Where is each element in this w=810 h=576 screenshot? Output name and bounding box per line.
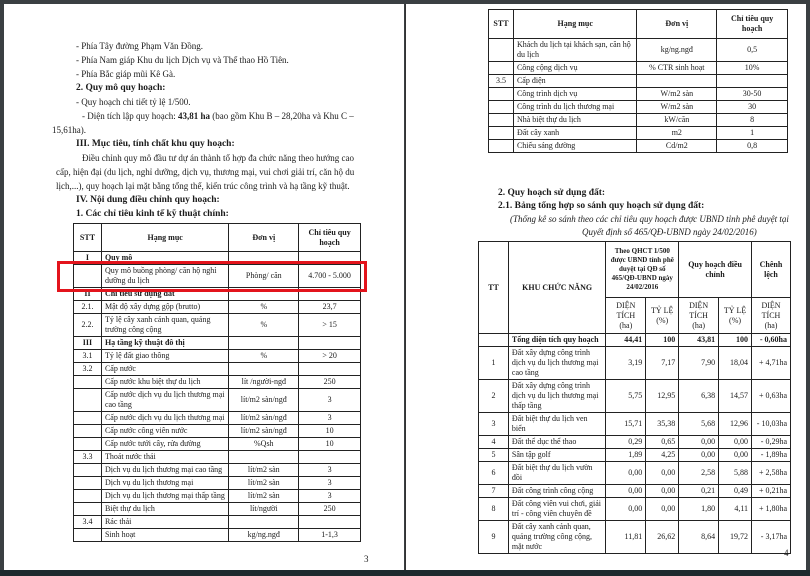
page-number: 4	[784, 548, 789, 558]
paragraph-line: - Quy hoạch chi tiết tỷ lệ 1/500.	[76, 97, 191, 107]
cell-item: Cấp nước tưới cây, rửa đường	[101, 438, 228, 451]
cell-stt: 2.1.	[74, 301, 102, 314]
cell-stt: I	[74, 252, 102, 265]
cell-stt: 3.4	[74, 516, 102, 529]
subheader-area: DIỆN TÍCH (ha)	[752, 298, 791, 334]
cell-item: Hạ tầng kỹ thuật đô thị	[101, 337, 228, 350]
header-unit: Đơn vị	[637, 10, 717, 39]
cell-old-ratio: 0,00	[646, 498, 679, 521]
table-row	[74, 314, 361, 337]
cell-value: 8	[717, 114, 788, 127]
cell-zone: Sân tập golf	[508, 449, 605, 462]
cell-zone: Đất công viên vui chơi, giải trí - công viên chuyên đề	[508, 498, 605, 521]
cell-item: Công cộng dịch vụ	[513, 62, 636, 75]
header-zone: KHU CHỨC NĂNG	[508, 242, 605, 334]
cell-diff: - 3,17ha	[752, 521, 791, 554]
cell-zone: Đất biệt thự du lịch vườn đồi	[508, 462, 605, 485]
cell-item: Cấp nước	[101, 363, 228, 376]
cell-new-ratio: 0,00	[719, 436, 752, 449]
cell-diff: - 0,29ha	[752, 436, 791, 449]
cell-old-ratio: 0,00	[646, 462, 679, 485]
table-row	[479, 521, 791, 554]
cell-unit: %	[229, 301, 299, 314]
cell-diff: + 2,58ha	[752, 462, 791, 485]
cell-item: Khách du lịch tại khách sạn, căn hộ du lịch	[513, 39, 636, 62]
total-diff: - 0,60ha	[752, 334, 791, 347]
section-heading: IV. Nội dung điều chỉnh quy hoạch:	[76, 195, 220, 205]
cell-stt: III	[74, 337, 102, 350]
cell-zone: Đất thể dục thể thao	[508, 436, 605, 449]
cell-stt	[489, 39, 514, 62]
table-row	[74, 516, 361, 529]
table-row	[74, 464, 361, 477]
cell-item: Quy mô buồng phòng/ căn hộ nghỉ dưỡng du lịch	[101, 265, 228, 288]
total-label: Tổng diện tích quy hoạch	[508, 334, 605, 347]
total-row	[479, 334, 791, 347]
table-row	[74, 412, 361, 425]
cell-value: 10%	[717, 62, 788, 75]
cell-old-area: 5,75	[606, 380, 646, 413]
land-use-comparison-table	[478, 241, 791, 554]
cell-old-ratio: 12,95	[646, 380, 679, 413]
cell-zone: Đất công trình công cộng	[508, 485, 605, 498]
cell-unit: %	[229, 314, 299, 337]
cell-value: 0,5	[717, 39, 788, 62]
cell-stt	[489, 62, 514, 75]
cell-unit: m2	[637, 127, 717, 140]
table-row	[479, 413, 791, 436]
cell-value: 3	[299, 490, 361, 503]
cell-new-ratio: 0,00	[719, 449, 752, 462]
cell-old-ratio: 4,25	[646, 449, 679, 462]
cell-value: 30-50	[717, 88, 788, 101]
cell-new-area: 6,38	[679, 380, 719, 413]
cell-old-area: 11,81	[606, 521, 646, 554]
cell-stt	[74, 412, 102, 425]
paragraph-line: Điều chỉnh quy mô đầu tư dự án thành tổ hợp đa chức năng theo hướng cao	[82, 153, 354, 163]
cell-item: Tỷ lệ đất giao thông	[101, 350, 228, 363]
paragraph-line	[82, 110, 354, 123]
cell-item: Cấp nước công viên nước	[101, 425, 228, 438]
cell-old-area: 15,71	[606, 413, 646, 436]
cell-new-area: 2,58	[679, 462, 719, 485]
cell-old-area: 1,89	[606, 449, 646, 462]
paragraph-line: 15,61ha).	[52, 125, 86, 135]
cell-zone: Đất xây dựng công trình dịch vụ du lịch thương mại cao tầng	[508, 347, 605, 380]
cell-unit: kg/ng.ngđ	[637, 39, 717, 62]
paragraph-line: cấp, hiện đại (du lịch, nghỉ dưỡng, dịch vụ, thương mại, vui chơi giải trí, căn hộ du	[56, 167, 355, 177]
cell-item: Dịch vụ du lịch thương mại thấp tầng	[101, 490, 228, 503]
cell-diff: + 1,80ha	[752, 498, 791, 521]
cell-value: 3	[299, 464, 361, 477]
viewer-bottom-bar	[0, 570, 810, 576]
cell-item: Đất cây xanh	[513, 127, 636, 140]
cell-stt	[74, 464, 102, 477]
cell-item: Dịch vụ du lịch thương mại	[101, 477, 228, 490]
cell-value: 23,7	[299, 301, 361, 314]
cell-zone: Đất xây dựng công trình dịch vụ du lịch thương mại thấp tầng	[508, 380, 605, 413]
cell-tt: 8	[479, 498, 509, 521]
cell-unit: Phòng/ căn	[229, 265, 299, 288]
table-row	[479, 436, 791, 449]
cell-tt: 9	[479, 521, 509, 554]
cell-new-area: 8,64	[679, 521, 719, 554]
cell-stt: 2.2.	[74, 314, 102, 337]
cell-new-ratio: 18,04	[719, 347, 752, 380]
cell-zone: Đất biệt thự du lịch ven biển	[508, 413, 605, 436]
cell-unit: kg/ng.ngđ	[229, 529, 299, 542]
subheader-area: DIỆN TÍCH (ha)	[679, 298, 719, 334]
cell-unit: Cd/m2	[637, 140, 717, 153]
cell-old-area: 0,29	[606, 436, 646, 449]
table-row	[489, 39, 788, 62]
cell-stt	[74, 529, 102, 542]
cell-value: 1-1,3	[299, 529, 361, 542]
cell-tt: 4	[479, 436, 509, 449]
cell-item: Sinh hoạt	[101, 529, 228, 542]
cell-new-area: 5,68	[679, 413, 719, 436]
table-row	[489, 88, 788, 101]
cell-old-ratio: 7,17	[646, 347, 679, 380]
cell-unit: lít/m2 sàn/ngđ	[229, 412, 299, 425]
cell-item: Quy mô	[101, 252, 228, 265]
cell-value	[717, 75, 788, 88]
header-new-plan: Quy hoạch điều chỉnh	[679, 242, 752, 298]
header-unit: Đơn vị	[229, 224, 299, 252]
cell-item: Tỷ lệ cây xanh cảnh quan, quảng trường công cộng	[101, 314, 228, 337]
table-row	[489, 75, 788, 88]
subheader-area: DIỆN TÍCH (ha)	[606, 298, 646, 334]
cell-item: Chỉ tiêu sử dụng đất	[101, 288, 228, 301]
cell-tt: 7	[479, 485, 509, 498]
header-difference: Chênh lệch	[752, 242, 791, 298]
table-row	[489, 127, 788, 140]
cell-diff: + 0,21ha	[752, 485, 791, 498]
cell-new-ratio: 5,88	[719, 462, 752, 485]
cell-new-ratio: 14,57	[719, 380, 752, 413]
table-row	[74, 477, 361, 490]
cell-stt	[489, 140, 514, 153]
header-item: Hạng mục	[101, 224, 228, 252]
cell-value: 250	[299, 503, 361, 516]
cell-diff: + 0,63ha	[752, 380, 791, 413]
header-item: Hạng mục	[513, 10, 636, 39]
section-heading: 2.1. Bảng tổng hợp so sánh quy hoạch sử dụng đất:	[498, 201, 705, 211]
table-row	[479, 380, 791, 413]
text-segment: - Diện tích lập quy hoạch:	[82, 111, 178, 121]
table-row	[74, 438, 361, 451]
header-tt: TT	[479, 242, 509, 334]
table-row	[74, 350, 361, 363]
intro-line: - Phía Nam giáp Khu du lịch Dịch vụ và Thể thao Hồ Tiên.	[76, 55, 289, 65]
cell-new-ratio: 4,11	[719, 498, 752, 521]
cell-old-area: 0,00	[606, 462, 646, 485]
cell-value: 4.700 - 5.000	[299, 265, 361, 288]
cell-item: Cấp nước khu biệt thự du lịch	[101, 376, 228, 389]
cell-value: > 20	[299, 350, 361, 363]
table-row	[74, 301, 361, 314]
cell-unit: lít/m2 sàn/ngđ	[229, 389, 299, 412]
cell-unit: % CTR sinh hoạt	[637, 62, 717, 75]
cell-unit: %	[229, 350, 299, 363]
cell-unit: lít /người-ngđ	[229, 376, 299, 389]
cell-unit: lít/m2 sàn	[229, 464, 299, 477]
cell-diff: - 1,89ha	[752, 449, 791, 462]
table-row	[74, 425, 361, 438]
cell-old-ratio: 0,65	[646, 436, 679, 449]
total-old-area: 44,41	[606, 334, 646, 347]
total-old-ratio: 100	[646, 334, 679, 347]
page-number: 3	[364, 554, 369, 564]
cell-stt	[489, 127, 514, 140]
document-page-3	[4, 4, 404, 570]
subheader-ratio: TỶ LỆ (%)	[646, 298, 679, 334]
cell-new-area: 0,00	[679, 436, 719, 449]
note-line: (Thống kê so sánh theo các chỉ tiêu quy hoạch được UBND tỉnh phê duyệt tại	[510, 214, 789, 224]
cell-item: Công trình du lịch thương mại	[513, 101, 636, 114]
cell-unit: lít/người	[229, 503, 299, 516]
intro-line: - Phía Tây đường Phạm Văn Đồng.	[76, 41, 204, 51]
cell-old-area: 0,00	[606, 498, 646, 521]
cell-item: Dịch vụ du lịch thương mại cao tầng	[101, 464, 228, 477]
cell-item: Nhà biệt thự du lịch	[513, 114, 636, 127]
cell-value	[299, 363, 361, 376]
section-heading: 2. Quy hoạch sử dụng đất:	[498, 188, 606, 198]
cell-new-area: 7,90	[679, 347, 719, 380]
table-row	[74, 389, 361, 412]
section-heading: 2. Quy mô quy hoạch:	[76, 83, 166, 93]
cell-stt: 3.3	[74, 451, 102, 464]
cell-value: 1	[717, 127, 788, 140]
cell-tt: 1	[479, 347, 509, 380]
cell-stt	[74, 490, 102, 503]
cell-stt	[74, 503, 102, 516]
total-new-area: 43,81	[679, 334, 719, 347]
cell-unit: %Qsh	[229, 438, 299, 451]
cell-old-area: 3,19	[606, 347, 646, 380]
cell-unit: lít/m2 sàn	[229, 477, 299, 490]
table-row	[74, 337, 361, 350]
cell-value: 30	[717, 101, 788, 114]
cell-value: 3	[299, 389, 361, 412]
cell-unit	[229, 337, 299, 350]
table-row	[74, 451, 361, 464]
header-old-plan: Theo QHCT 1/500 được UBND tỉnh phê duyệt tại QĐ số 465/QĐ-UBND ngày 24/02/2016	[606, 242, 679, 298]
cell-item: Biệt thự du lịch	[101, 503, 228, 516]
cell-old-ratio: 0,00	[646, 485, 679, 498]
table-row	[74, 376, 361, 389]
header-stt: STT	[74, 224, 102, 252]
cell-unit: W/m2 sàn	[637, 88, 717, 101]
cell-diff: + 4,71ha	[752, 347, 791, 380]
cell-value: 3	[299, 412, 361, 425]
cell-item: Cấp nước dịch vụ du lịch thương mại cao tầng	[101, 389, 228, 412]
table-row	[479, 498, 791, 521]
cell-stt: II	[74, 288, 102, 301]
cell-tt: 2	[479, 380, 509, 413]
cell-value: 10	[299, 438, 361, 451]
cell-value: 0,8	[717, 140, 788, 153]
cell-stt	[74, 389, 102, 412]
cell-new-ratio: 19,72	[719, 521, 752, 554]
cell-stt	[74, 477, 102, 490]
header-value: Chỉ tiêu quy hoạch	[299, 224, 361, 252]
cell-new-area: 1,80	[679, 498, 719, 521]
cell-item: Rác thải	[101, 516, 228, 529]
cell-tt: 3	[479, 413, 509, 436]
cell-item: Cấp nước dịch vụ du lịch thương mại	[101, 412, 228, 425]
area-value: 43,81 ha	[177, 111, 210, 121]
cell-new-area: 0,21	[679, 485, 719, 498]
cell-new-area: 0,00	[679, 449, 719, 462]
cell-stt	[74, 425, 102, 438]
table-row	[489, 140, 788, 153]
cell-stt: 3.5	[489, 75, 514, 88]
cell-item: Mật độ xây dựng gộp (brutto)	[101, 301, 228, 314]
table-row	[74, 503, 361, 516]
table-row	[479, 462, 791, 485]
table-row	[489, 114, 788, 127]
cell-tt: 6	[479, 462, 509, 485]
cell-unit: lít/m2 sàn/ngđ	[229, 425, 299, 438]
table-row	[489, 62, 788, 75]
cell-stt	[489, 114, 514, 127]
table-row	[489, 101, 788, 114]
cell-tt: 5	[479, 449, 509, 462]
total-new-ratio: 100	[719, 334, 752, 347]
cell-old-ratio: 26,62	[646, 521, 679, 554]
cell-old-area: 0,00	[606, 485, 646, 498]
technical-indicators-table-continued	[488, 9, 788, 153]
header-stt: STT	[489, 10, 514, 39]
table-row	[479, 485, 791, 498]
table-row	[74, 490, 361, 503]
text-segment: (bao gồm Khu B – 28,20ha và Khu C –	[210, 111, 354, 121]
cell-stt	[489, 101, 514, 114]
table-row	[479, 347, 791, 380]
cell-value: 3	[299, 477, 361, 490]
cell-value	[299, 451, 361, 464]
cell-value: 10	[299, 425, 361, 438]
cell-value: > 15	[299, 314, 361, 337]
cell-stt	[74, 376, 102, 389]
cell-stt	[489, 88, 514, 101]
cell-new-ratio: 12,96	[719, 413, 752, 436]
highlight-box	[57, 261, 367, 292]
document-page-4	[405, 4, 806, 570]
table-row	[74, 529, 361, 542]
paragraph-line: lịch,...), quy hoạch lại mặt bằng tổng thể, kiến trúc công trình và hạ tầng kỹ thuật.	[56, 181, 350, 191]
intro-line: - Phía Bắc giáp mũi Kê Gà.	[76, 69, 176, 79]
cell-stt	[74, 438, 102, 451]
cell-unit	[229, 516, 299, 529]
cell-item: Thoát nước thải	[101, 451, 228, 464]
cell-unit	[229, 451, 299, 464]
cell-value	[299, 516, 361, 529]
cell-item: Công trình dịch vụ	[513, 88, 636, 101]
section-heading: 1. Các chỉ tiêu kinh tế kỹ thuật chính:	[76, 209, 229, 219]
cell-stt: 3.2	[74, 363, 102, 376]
cell-unit	[229, 363, 299, 376]
cell-new-ratio: 0,49	[719, 485, 752, 498]
cell-item: Chiếu sáng đường	[513, 140, 636, 153]
cell-old-ratio: 35,38	[646, 413, 679, 436]
table-row	[479, 449, 791, 462]
cell-unit	[637, 75, 717, 88]
cell-diff: - 10,03ha	[752, 413, 791, 436]
cell-item: Cấp điện	[513, 75, 636, 88]
table-row	[74, 363, 361, 376]
cell-unit: kW/căn	[637, 114, 717, 127]
cell-value: 250	[299, 376, 361, 389]
section-heading: III. Mục tiêu, tính chất khu quy hoạch:	[76, 139, 235, 149]
total-tt	[479, 334, 509, 347]
subheader-ratio: TỶ LỆ (%)	[719, 298, 752, 334]
cell-value	[299, 337, 361, 350]
header-value: Chỉ tiêu quy hoạch	[717, 10, 788, 39]
note-line: Quyết định số 465/QĐ-UBND ngày 24/02/2016)	[582, 227, 757, 237]
cell-zone: Đất cây xanh cảnh quan, quảng trường công cộng, mặt nước	[508, 521, 605, 554]
cell-unit: lít/m2 sàn	[229, 490, 299, 503]
cell-unit: W/m2 sàn	[637, 101, 717, 114]
cell-stt: 3.1	[74, 350, 102, 363]
